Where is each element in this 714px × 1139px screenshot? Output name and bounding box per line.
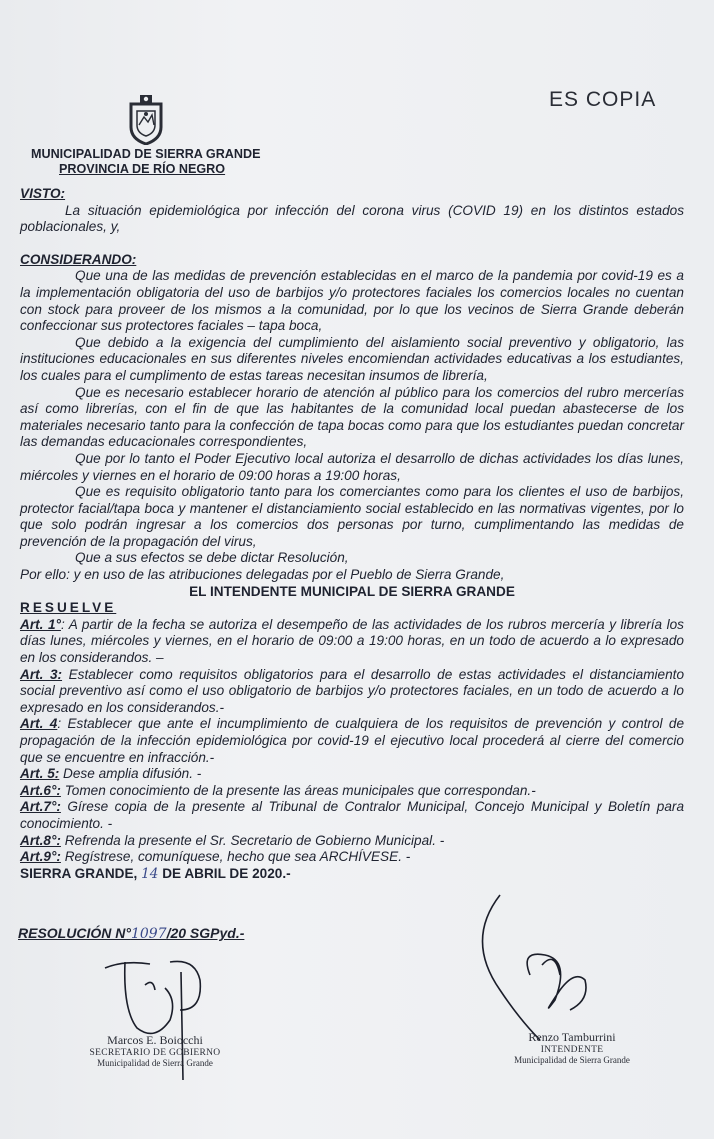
article bbox=[20, 716, 684, 766]
signature-right-icon bbox=[460, 880, 660, 1050]
signature-block-right bbox=[497, 1030, 647, 1065]
article-label: Art.9°: bbox=[20, 849, 61, 865]
visto-text: La situación epidemiológica por infección del corona virus (COVID 19) en los distintos estados poblacionales, y, bbox=[20, 202, 684, 235]
intendente-heading: EL INTENDENTE MUNICIPAL DE SIERRA GRANDE bbox=[189, 583, 515, 599]
article bbox=[20, 667, 684, 717]
article-text: Establecer como requisitos obligatorios para el desarrollo de estas actividades el distanciamiento social preventivo así como el uso obligatorio de barbijos y/o protectores faciales, en un todo de acuerdo a lo expresado en los considerandos.- bbox=[20, 666, 684, 715]
considerando-paragraph: Que una de las medidas de prevención establecidas en el marco de la pandemia por covid-19 es a la implementación obligatoria del uso de barbijos y/o protectores faciales los comercios locales no cuentan con stock para proveer de los mismos a la comunidad, por lo que los vecinos de Sierra Grande deberán confeccionar sus protectores faciales – tapa boca, bbox=[20, 268, 684, 334]
resolution-number bbox=[18, 925, 244, 942]
article-label: Art.8°: bbox=[20, 832, 61, 848]
article bbox=[20, 833, 684, 850]
considerando-paragraph: Que es requisito obligatorio tanto para los comerciantes como para los clientes el uso de barbijos, protector facial/tapa boca y mantener el distanciamiento social establecido en las normativas vigentes, por lo que solo podrán ingresar a los comercios dos personas por turno, cumplimentando las medidas de prevención de la propagación del virus, bbox=[20, 484, 684, 549]
signer-organization: Municipalidad de Sierra Grande bbox=[514, 1055, 630, 1065]
article-label: Art. 3: bbox=[20, 666, 63, 682]
article-text: : Establecer que ante el incumplimiento de cualquiera de los requisitos de prevención y control de propagación de la infección epidemiológica por covid-19 el ejecutivo local procederá al cierre del comercio que se encuentre en infracción.- bbox=[20, 716, 684, 765]
considerando-paragraph: Que debido a la exigencia del cumplimiento del aislamiento social preventivo y obligatorio, las instituciones educacionales en sus diferentes niveles encomiendan actividades educativas a los estudiantes, los cuales para el cumplimento de estas tareas necesitan insumos de librería, bbox=[20, 334, 684, 383]
article-label: Art.7°: bbox=[20, 799, 61, 815]
date-prefix: SIERRA GRANDE, bbox=[20, 865, 138, 881]
article-text: Regístrese, comuníquese, hecho que sea ARCHÍVESE. - bbox=[60, 849, 411, 865]
resolution-body bbox=[20, 186, 684, 882]
municipality-name: MUNICIPALIDAD DE SIERRA GRANDE bbox=[31, 147, 261, 161]
article-text: Tomen conocimiento de la presente las áreas municipales que correspondan.- bbox=[60, 782, 536, 798]
resolution-number-handwritten: 1097 bbox=[130, 926, 167, 942]
visto-heading: VISTO: bbox=[20, 186, 66, 201]
article bbox=[20, 766, 684, 783]
signer-role: INTENDENTE bbox=[540, 1045, 604, 1055]
article-label: Art. 1° bbox=[20, 616, 61, 632]
considerando-paragraph: Que por lo tanto el Poder Ejecutivo local autoriza el desarrollo de dichas actividades los días lunes, miércoles y viernes en el horario de 09:00 horas a 19:00 horas, bbox=[20, 450, 684, 483]
signer-organization: Municipalidad de Sierra Grande bbox=[97, 1058, 213, 1068]
resolution-suffix: /20 SGPyd.- bbox=[166, 925, 245, 941]
article-text: Refrenda la presente el Sr. Secretario de Gobierno Municipal. - bbox=[60, 832, 445, 848]
article bbox=[20, 799, 684, 832]
signature-block-left bbox=[75, 1033, 235, 1068]
signer-name: Marcos E. Boiocchi bbox=[107, 1033, 203, 1047]
copy-stamp: ES COPIA bbox=[549, 88, 657, 111]
municipal-crest-icon bbox=[127, 95, 165, 145]
article-text: : A partir de la fecha se autoriza el desempeño de las actividades de los rubros mercería y librería los días lunes, miércoles y viernes, en el horario de 09:00 a 19:00 horas, en un todo de acuerdo a lo expresado en los considerandos. – bbox=[20, 616, 684, 666]
signer-role: SECRETARIO DE GOBIERNO bbox=[89, 1048, 221, 1058]
article-label: Art. 4 bbox=[20, 716, 58, 732]
article bbox=[20, 849, 684, 866]
date-day-handwritten: 14 bbox=[141, 865, 159, 882]
signer-name: Renzo Tamburrini bbox=[528, 1030, 616, 1044]
article-label: Art. 5: bbox=[20, 766, 60, 782]
resuelve-heading: RESUELVE bbox=[20, 600, 117, 616]
article-label: Art.6°: bbox=[20, 782, 61, 798]
por-ello-paragraph: Por ello: y en uso de las atribuciones delegadas por el Pueblo de Sierra Grande, bbox=[20, 567, 505, 583]
article bbox=[20, 783, 684, 800]
province-name: PROVINCIA DE RÍO NEGRO bbox=[59, 162, 226, 176]
resolution-prefix: RESOLUCIÓN N° bbox=[18, 925, 131, 941]
article bbox=[20, 617, 684, 667]
considerando-paragraph: Que es necesario establecer horario de atención al público para los comercios del rubro mercerías así como librerías, con el fin de que las habitantes de la comunidad local puedan abastecerse de los materiales necesario tanto para la confección de tapa bocas como para que los estudiantes puedan concretar las demandas educacionales correspondientes, bbox=[20, 384, 684, 450]
considerando-heading: CONSIDERANDO: bbox=[20, 251, 137, 267]
date-suffix: DE ABRIL DE 2020.- bbox=[162, 865, 291, 881]
considerando-paragraph: Que a sus efectos se debe dictar Resolución, bbox=[75, 550, 349, 566]
article-text: Dese amplia difusión. - bbox=[59, 766, 202, 782]
article-text: Gírese copia de la presente al Tribunal de Contralor Municipal, Concejo Municipal y Boletín para conocimiento. - bbox=[20, 799, 684, 831]
